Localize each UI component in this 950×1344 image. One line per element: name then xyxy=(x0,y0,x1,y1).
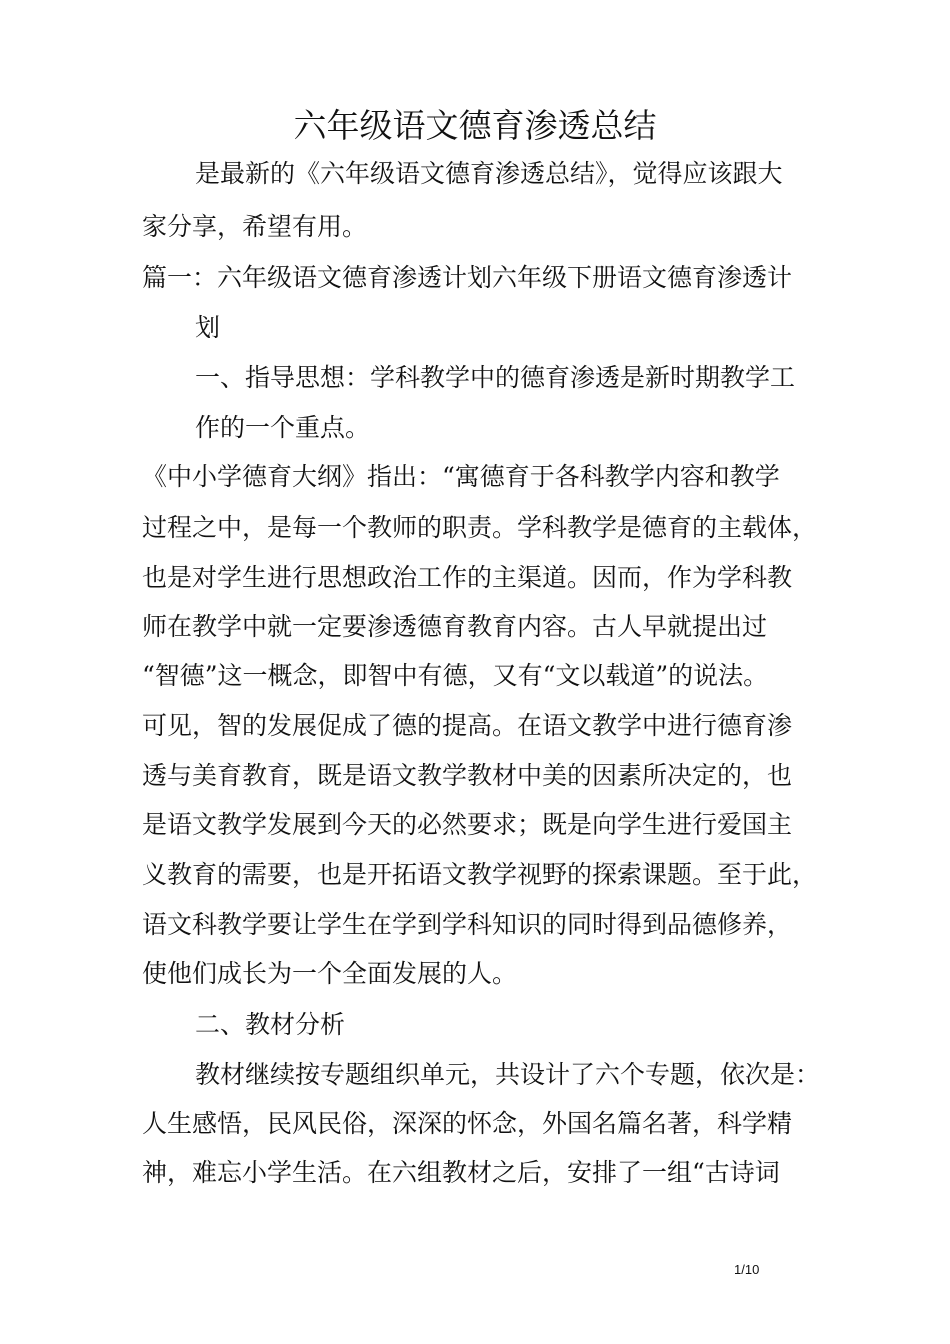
text-line: 可见，智的发展促成了德的提高。在语文教学中进行德育渗 xyxy=(142,711,793,740)
page-indicator: 1/10 xyxy=(734,1262,760,1277)
text-line: 划 xyxy=(195,313,221,342)
text-line: 是最新的《六年级语文德育渗透总结》，觉得应该跟大 xyxy=(195,159,783,188)
text-line: 使他们成长为一个全面发展的人。 xyxy=(142,959,518,988)
text-line: 语文科教学要让学生在学到学科知识的同时得到品德修养， xyxy=(142,910,793,939)
text-line: 人生感悟，民风民俗，深深的怀念，外国名篇名著，科学精 xyxy=(142,1109,793,1138)
text-line: 过程之中，是每一个教师的职责。学科教学是德育的主载体， xyxy=(142,513,818,542)
text-line: 作的一个重点。 xyxy=(195,413,371,442)
document-title: 六年级语文德育渗透总结 xyxy=(293,106,657,145)
text-line: 透与美育教育，既是语文教学教材中美的因素所决定的，也 xyxy=(142,761,793,790)
text-line: 义教育的需要，也是开拓语文教学视野的探索课题。至于此， xyxy=(142,860,818,889)
text-line: “智德”这一概念，即智中有德，又有“文以载道”的说法。 xyxy=(142,661,769,690)
text-line: 教材继续按专题组织单元，共设计了六个专题，依次是： xyxy=(195,1060,821,1089)
text-line: 一、指导思想：学科教学中的德育渗透是新时期教学工 xyxy=(195,363,796,392)
text-line: 家分享，希望有用。 xyxy=(142,212,368,241)
section-heading: 二、教材分析 xyxy=(195,1010,346,1039)
text-line: 《中小学德育大纲》指出：“寓德育于各科教学内容和教学 xyxy=(142,462,780,491)
text-line: 也是对学生进行思想政治工作的主渠道。因而，作为学科教 xyxy=(142,563,793,592)
text-line: 神，难忘小学生活。在六组教材之后，安排了一组“古诗词 xyxy=(142,1158,780,1187)
text-line: 是语文教学发展到今天的必然要求；既是向学生进行爱国主 xyxy=(142,810,793,839)
text-line: 篇一：六年级语文德育渗透计划六年级下册语文德育渗透计 xyxy=(142,263,793,292)
text-line: 师在教学中就一定要渗透德育教育内容。古人早就提出过 xyxy=(142,612,768,641)
